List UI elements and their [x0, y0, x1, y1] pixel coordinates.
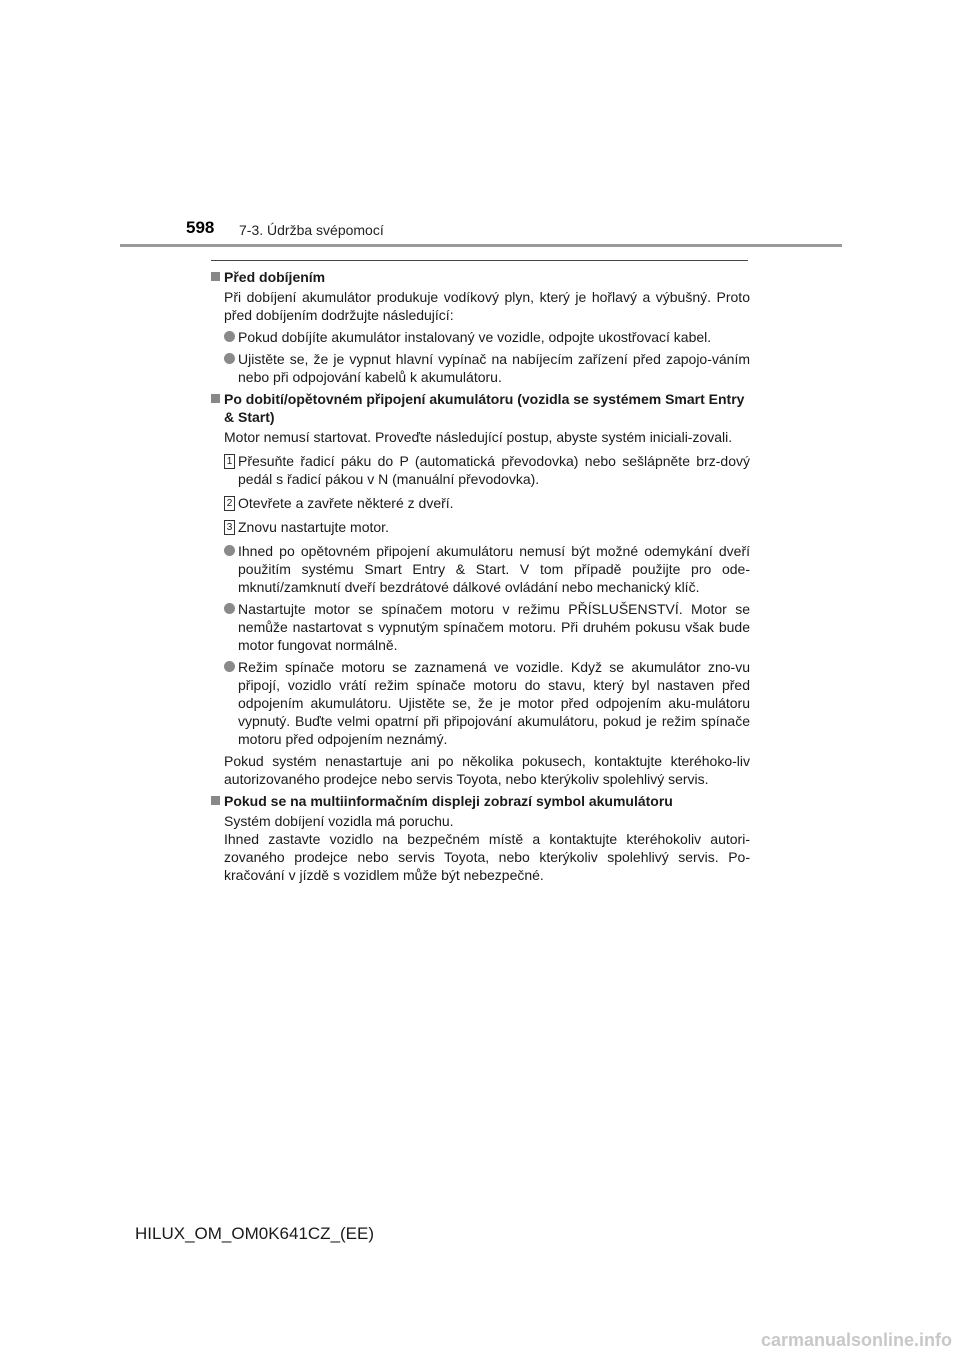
list-item: Režim spínače motoru se zaznamená ve vozidle. Když se akumulátor zno-vu připojí, vozidlo vrátí režim spínače motoru do stavu, který byl nastaven před odpojením akumulátoru. Ujistěte se, že je motor před odpojením aku-mulátoru vypnutý. Buďte velmi opatrní při připojování akumulátoru, pokud je režim spínače motoru před odpojením neznámý.: [210, 658, 750, 748]
watermark: carmanualsonline.info: [760, 1330, 952, 1350]
step-item: 2 Otevřete a zavřete některé z dveří.: [210, 494, 750, 512]
step-number: 1: [224, 454, 235, 469]
step-number: 3: [224, 520, 235, 535]
document-code: HILUX_OM_OM0K641CZ_(EE): [135, 1224, 375, 1243]
paragraph: Motor nemusí startovat. Proveďte následující postup, abyste systém iniciali-zovali.: [224, 429, 733, 445]
step-item: 3 Znovu nastartujte motor.: [210, 518, 750, 536]
list-item: Ihned po opětovném připojení akumulátoru nemusí být možné odemykání dveří použitím systému Smart Entry & Start. V tom případě použijte pro ode-mknutí/zamknutí dveří bezdrátové dálkové ovládání nebo mechanický klíč.: [210, 542, 750, 596]
page-content: [210, 266, 750, 884]
square-bullet-icon: [211, 394, 220, 403]
step-number: 2: [224, 496, 235, 511]
section-heading: Pokud se na multiinformačním displeji zobrazí symbol akumulátoru: [210, 792, 750, 810]
section-title: 7-3. Údržba svépomocí: [239, 222, 384, 238]
square-bullet-icon: [211, 272, 220, 281]
section-heading: Po dobití/opětovném připojení akumulátoru (vozidla se systémem Smart Entry & Start): [210, 390, 750, 426]
paragraph: Systém dobíjení vozidla má poruchu.: [224, 813, 454, 829]
content-divider: [211, 260, 748, 261]
circle-bullet-icon: [224, 545, 235, 556]
section-heading: Před dobíjením: [210, 268, 750, 286]
square-bullet-icon: [211, 796, 220, 805]
list-item: Nastartujte motor se spínačem motoru v režimu PŘÍSLUŠENSTVÍ. Motor se nemůže nastartovat s vypnutým spínačem motoru. Při druhém pokusu však bude motor fungovat normálně.: [210, 600, 750, 654]
paragraph: Ihned zastavte vozidlo na bezpečném místě a kontaktujte kteréhokoliv autori-zovaného prodejce nebo servis Toyota, nebo kterýkoliv spolehlivý servis. Po-kračování v jízdě s vozidlem může být nebezpečné.: [224, 831, 750, 883]
circle-bullet-icon: [224, 331, 235, 342]
header-divider: [120, 244, 842, 247]
circle-bullet-icon: [224, 603, 235, 614]
list-item: Pokud dobíjíte akumulátor instalovaný ve vozidle, odpojte ukostřovací kabel.: [210, 328, 750, 346]
step-item: 1 Přesuňte řadicí páku do P (automatická převodovka) nebo sešlápněte brz-dový pedál s řadicí pákou v N (manuální převodovka).: [210, 452, 750, 488]
page-number: 598: [186, 218, 215, 237]
paragraph: Pokud systém nenastartuje ani po několika pokusech, kontaktujte kteréhoko-liv autorizovaného prodejce nebo servis Toyota, nebo kterýkoliv spolehlivý servis.: [224, 753, 750, 787]
paragraph: Při dobíjení akumulátor produkuje vodíkový plyn, který je hořlavý a výbušný. Proto před dobíjením dodržujte následující:: [224, 289, 750, 323]
circle-bullet-icon: [224, 661, 235, 672]
circle-bullet-icon: [224, 353, 235, 364]
list-item: Ujistěte se, že je vypnut hlavní vypínač na nabíjecím zařízení před zapojo-váním nebo při odpojování kabelů k akumulátoru.: [210, 350, 750, 386]
